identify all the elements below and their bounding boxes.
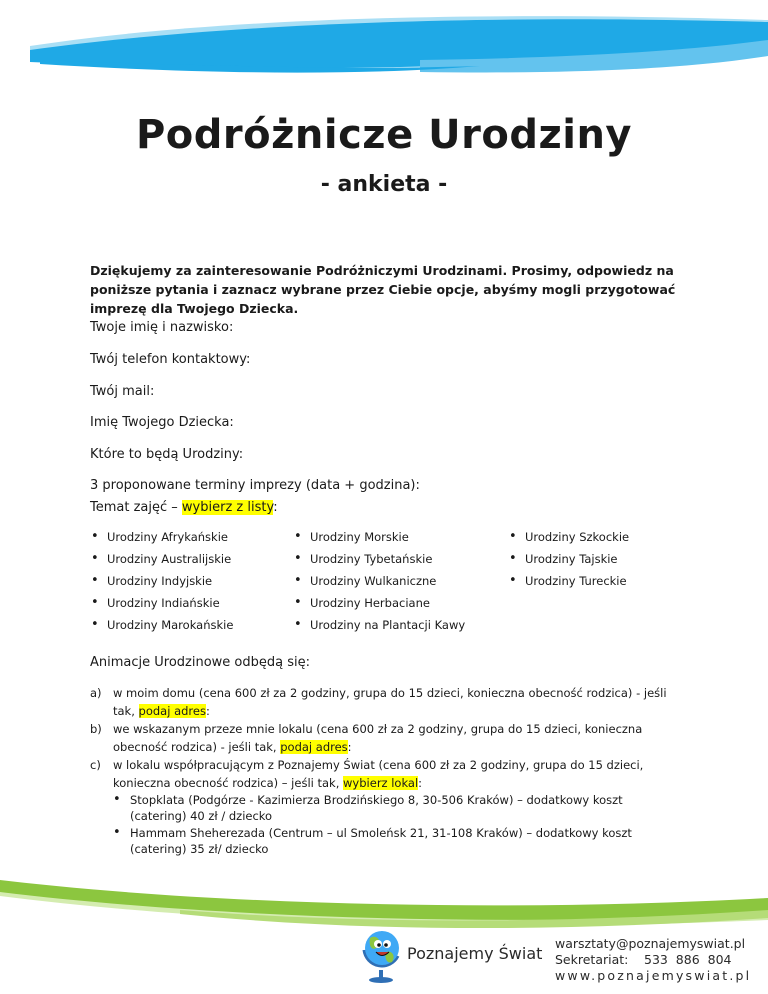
topic-item: • Urodziny Indiańskie [107, 596, 220, 610]
theme-prefix: Temat zajęć – [90, 500, 182, 515]
topic-item: • Urodziny na Plantacji Kawy [310, 618, 465, 632]
topic-item: • Urodziny Indyjskie [107, 574, 212, 588]
topic-item: • Urodziny Tajskie [525, 552, 618, 566]
option-highlight: wybierz lokal [343, 775, 419, 790]
globe-logo-icon [360, 926, 404, 984]
option-text: w moim domu (cena 600 zł za 2 godziny, grupa do 15 dzieci, konieczna obecność rodzica) - jeśli tak, [113, 686, 667, 718]
question-phone: Twój telefon kontaktowy: [90, 352, 251, 367]
question-theme [90, 500, 278, 515]
option-text: we wskazanym przeze mnie lokalu (cena 600 zł za 2 godziny, grupa do 15 dzieci, konieczna obecność rodzica) - jeśli tak, [113, 722, 643, 754]
topic-item: • Urodziny Herbaciane [310, 596, 430, 610]
topic-item: • Urodziny Tybetańskie [310, 552, 432, 566]
topic-item: • Urodziny Wulkaniczne [310, 574, 436, 588]
option-text: w lokalu współpracującym z Poznajemy Świat (cena 600 zł za 2 godziny, grupa do 15 dzieci, konieczna obecność rodzica) – jeśli tak, [113, 758, 644, 790]
topic-item: • Urodziny Szkockie [525, 530, 629, 544]
question-dates: 3 proponowane terminy imprezy (data + godzina): [90, 478, 420, 493]
option-highlight: podaj adres [138, 703, 206, 718]
venue-item: • Stopklata (Podgórze - Kazimierza Brodzińskiego 8, 30-506 Kraków) – dodatkowy koszt (catering) 40 zł / dziecko [130, 792, 670, 824]
contact-email[interactable]: warsztaty@poznajemyswiat.pl [555, 936, 746, 951]
option-label: b) [90, 722, 102, 736]
theme-highlight: wybierz z listy [181, 500, 274, 515]
topic-item: • Urodziny Morskie [310, 530, 409, 544]
page-subtitle: - ankieta - [320, 172, 448, 197]
topic-item: • Urodziny Afrykańskie [107, 530, 228, 544]
phone-label: Sekretariat: [555, 952, 629, 967]
topic-item: • Urodziny Marokańskie [107, 618, 233, 632]
top-wave-decoration [0, 0, 768, 110]
theme-suffix: : [273, 500, 278, 515]
phone-number: 533 886 804 [644, 952, 732, 967]
page-title: Podróżnicze Urodziny [135, 112, 632, 158]
contact-website[interactable]: www.poznajemyswiat.pl [555, 968, 752, 983]
option-label: a) [90, 686, 102, 700]
option-label: c) [90, 758, 101, 772]
animation-heading: Animacje Urodzinowe odbędą się: [90, 655, 311, 670]
topic-item: • Urodziny Australijskie [107, 552, 231, 566]
question-mail: Twój mail: [90, 384, 155, 399]
brand-name: Poznajemy Świat [407, 944, 543, 963]
question-name: Twoje imię i nazwisko: [90, 320, 234, 335]
topic-item: • Urodziny Tureckie [525, 574, 627, 588]
question-child-name: Imię Twojego Dziecka: [90, 415, 234, 430]
option-highlight: podaj adres [280, 739, 348, 754]
intro-text: Dziękujemy za zainteresowanie Podróżniczymi Urodzinami. Prosimy, odpowiedz na poniższe pytania i zaznacz wybrane przez Ciebie opcje, abyśmy mogli przygotować imprezę dla Twojego Dziecka. [90, 263, 676, 316]
venue-item: • Hammam Sheherezada (Centrum – ul Smoleńsk 21, 31-108 Kraków) – dodatkowy koszt (catering) 35 zł/ dziecko [130, 825, 670, 857]
question-which-birthday: Które to będą Urodziny: [90, 447, 244, 462]
contact-phone-row [555, 952, 732, 967]
